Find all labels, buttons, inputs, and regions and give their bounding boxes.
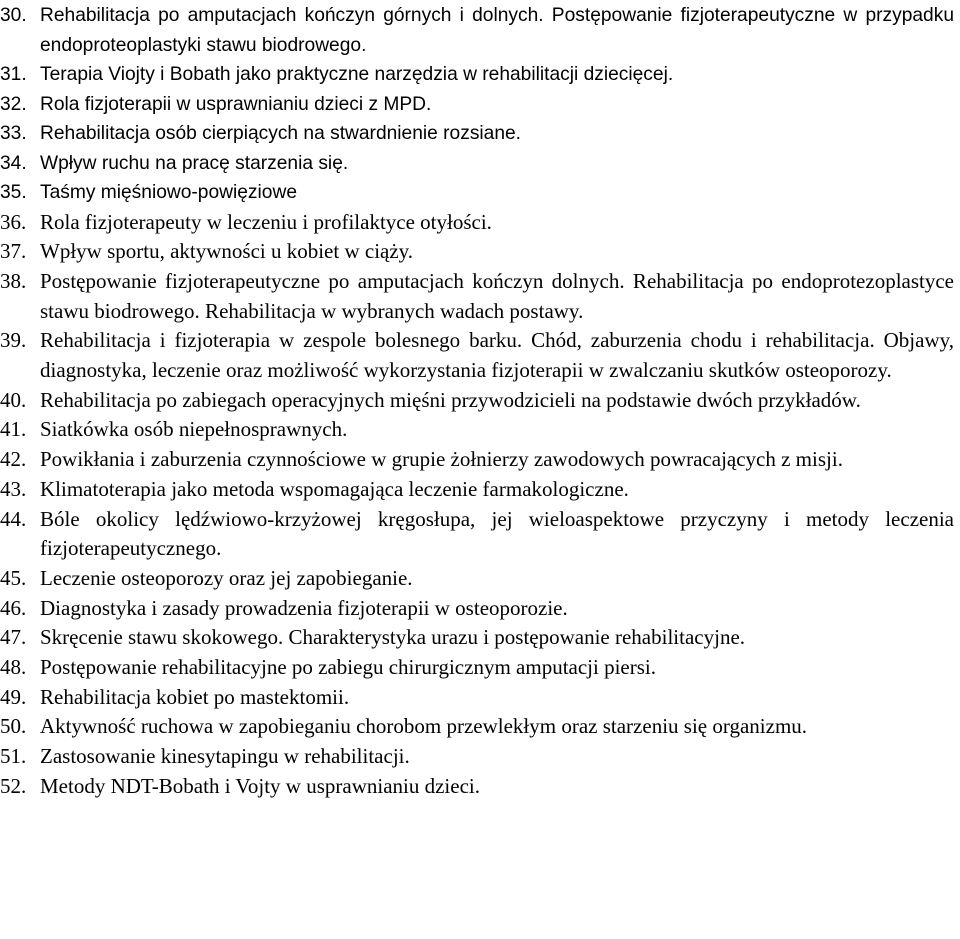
item-text: Postępowanie rehabilitacyjne po zabiegu chirurgicznym amputacji piersi. [40,655,656,680]
item-number: 36. [0,209,27,234]
list-item [0,415,954,445]
item-number: 34. [0,152,27,174]
item-number: 39. [0,328,27,353]
list-item [0,623,954,653]
item-text: Rehabilitacja po amputacjach kończyn górnych i dolnych. Postępowanie fizjoterapeutyczne w przypadku endoproteoplastyki stawu biodrowego. [40,5,954,56]
item-text: Rehabilitacja kobiet po mastektomii. [40,684,350,709]
item-number: 32. [0,93,27,115]
list-item [0,742,954,772]
item-number: 46. [0,595,27,620]
item-number: 35. [0,182,27,203]
item-text: Rehabilitacja po zabiegach operacyjnych mięśni przywodzicieli na podstawie dwóch przykładów. [40,387,861,412]
item-text: Rola fizjoterapeuty w leczeniu i profilaktyce otyłości. [40,209,492,234]
list-item [0,386,954,416]
item-text: Rola fizjoterapii w usprawnianiu dzieci z MPD. [40,93,432,115]
list-item [0,178,954,208]
item-text: Klimatoterapia jako metoda wspomagająca leczenie farmakologiczne. [40,476,629,501]
item-number: 43. [0,476,27,501]
list-item [0,149,954,179]
item-number: 50. [0,714,27,739]
item-text: Terapia Viojty i Bobath jako praktyczne narzędzia w rehabilitacji dziecięcej. [40,64,674,85]
item-number: 42. [0,447,27,472]
item-text: Metody NDT-Bobath i Vojty w usprawnianiu dzieci. [40,773,480,798]
topic-list [0,1,954,802]
item-number: 45. [0,565,27,590]
item-number: 38. [0,268,27,293]
item-text: Taśmy mięśniowo-powięziowe [40,182,297,203]
list-item [0,237,954,267]
item-number: 37. [0,239,27,264]
item-number: 31. [0,64,27,85]
list-item [0,445,954,475]
item-number: 49. [0,684,27,709]
list-item [0,90,954,120]
item-text: Rehabilitacja osób cierpiących na stwardnienie rozsiane. [40,123,522,144]
list-item [0,653,954,683]
item-text: Bóle okolicy lędźwiowo-krzyżowej kręgosłupa, jej wieloaspektowe przyczyny i metody leczenia fizjoterapeutycznego. [40,506,954,561]
list-item [0,505,954,564]
item-number: 44. [0,506,27,531]
item-text: Diagnostyka i zasady prowadzenia fizjoterapii w osteoporozie. [40,595,568,620]
item-text: Postępowanie fizjoterapeutyczne po amputacjach kończyn dolnych. Rehabilitacja po endoprotezoplastyce stawu biodrowego. Rehabilitacja w wybranych wadach postawy. [40,268,954,323]
list-item [0,712,954,742]
list-item [0,772,954,802]
item-text: Leczenie osteoporozy oraz jej zapobieganie. [40,565,413,590]
item-number: 47. [0,625,27,650]
list-item [0,594,954,624]
item-text: Rehabilitacja i fizjoterapia w zespole bolesnego barku. Chód, zaburzenia chodu i rehabilitacja. Objawy, diagnostyka, leczenie oraz możliwość wykorzystania fizjoterapii w zwalczaniu skutków osteoporozy. [40,328,954,383]
item-number: 51. [0,744,27,769]
item-text: Powikłania i zaburzenia czynnościowe w grupie żołnierzy zawodowych powracających z misji. [40,447,843,472]
item-text: Wpływ ruchu na pracę starzenia się. [40,152,349,174]
item-number: 30. [0,5,27,26]
list-item [0,564,954,594]
item-text: Skręcenie stawu skokowego. Charakterystyka urazu i postępowanie rehabilitacyjne. [40,625,746,650]
item-number: 40. [0,387,27,412]
item-text: Wpływ sportu, aktywności u kobiet w ciąży. [40,239,414,264]
item-text: Zastosowanie kinesytapingu w rehabilitacji. [40,744,410,769]
item-number: 48. [0,655,27,680]
item-text: Aktywność ruchowa w zapobieganiu chorobom przewlekłym oraz starzeniu się organizmu. [40,714,808,739]
item-number: 52. [0,773,27,798]
list-item [0,208,954,238]
item-number: 41. [0,417,27,442]
item-text: Siatkówka osób niepełnosprawnych. [40,417,348,442]
list-item [0,267,954,326]
list-item [0,475,954,505]
list-item [0,683,954,713]
item-number: 33. [0,123,27,144]
list-item [0,119,954,149]
list-item [0,60,954,90]
list-item [0,326,954,385]
list-item [0,1,954,60]
